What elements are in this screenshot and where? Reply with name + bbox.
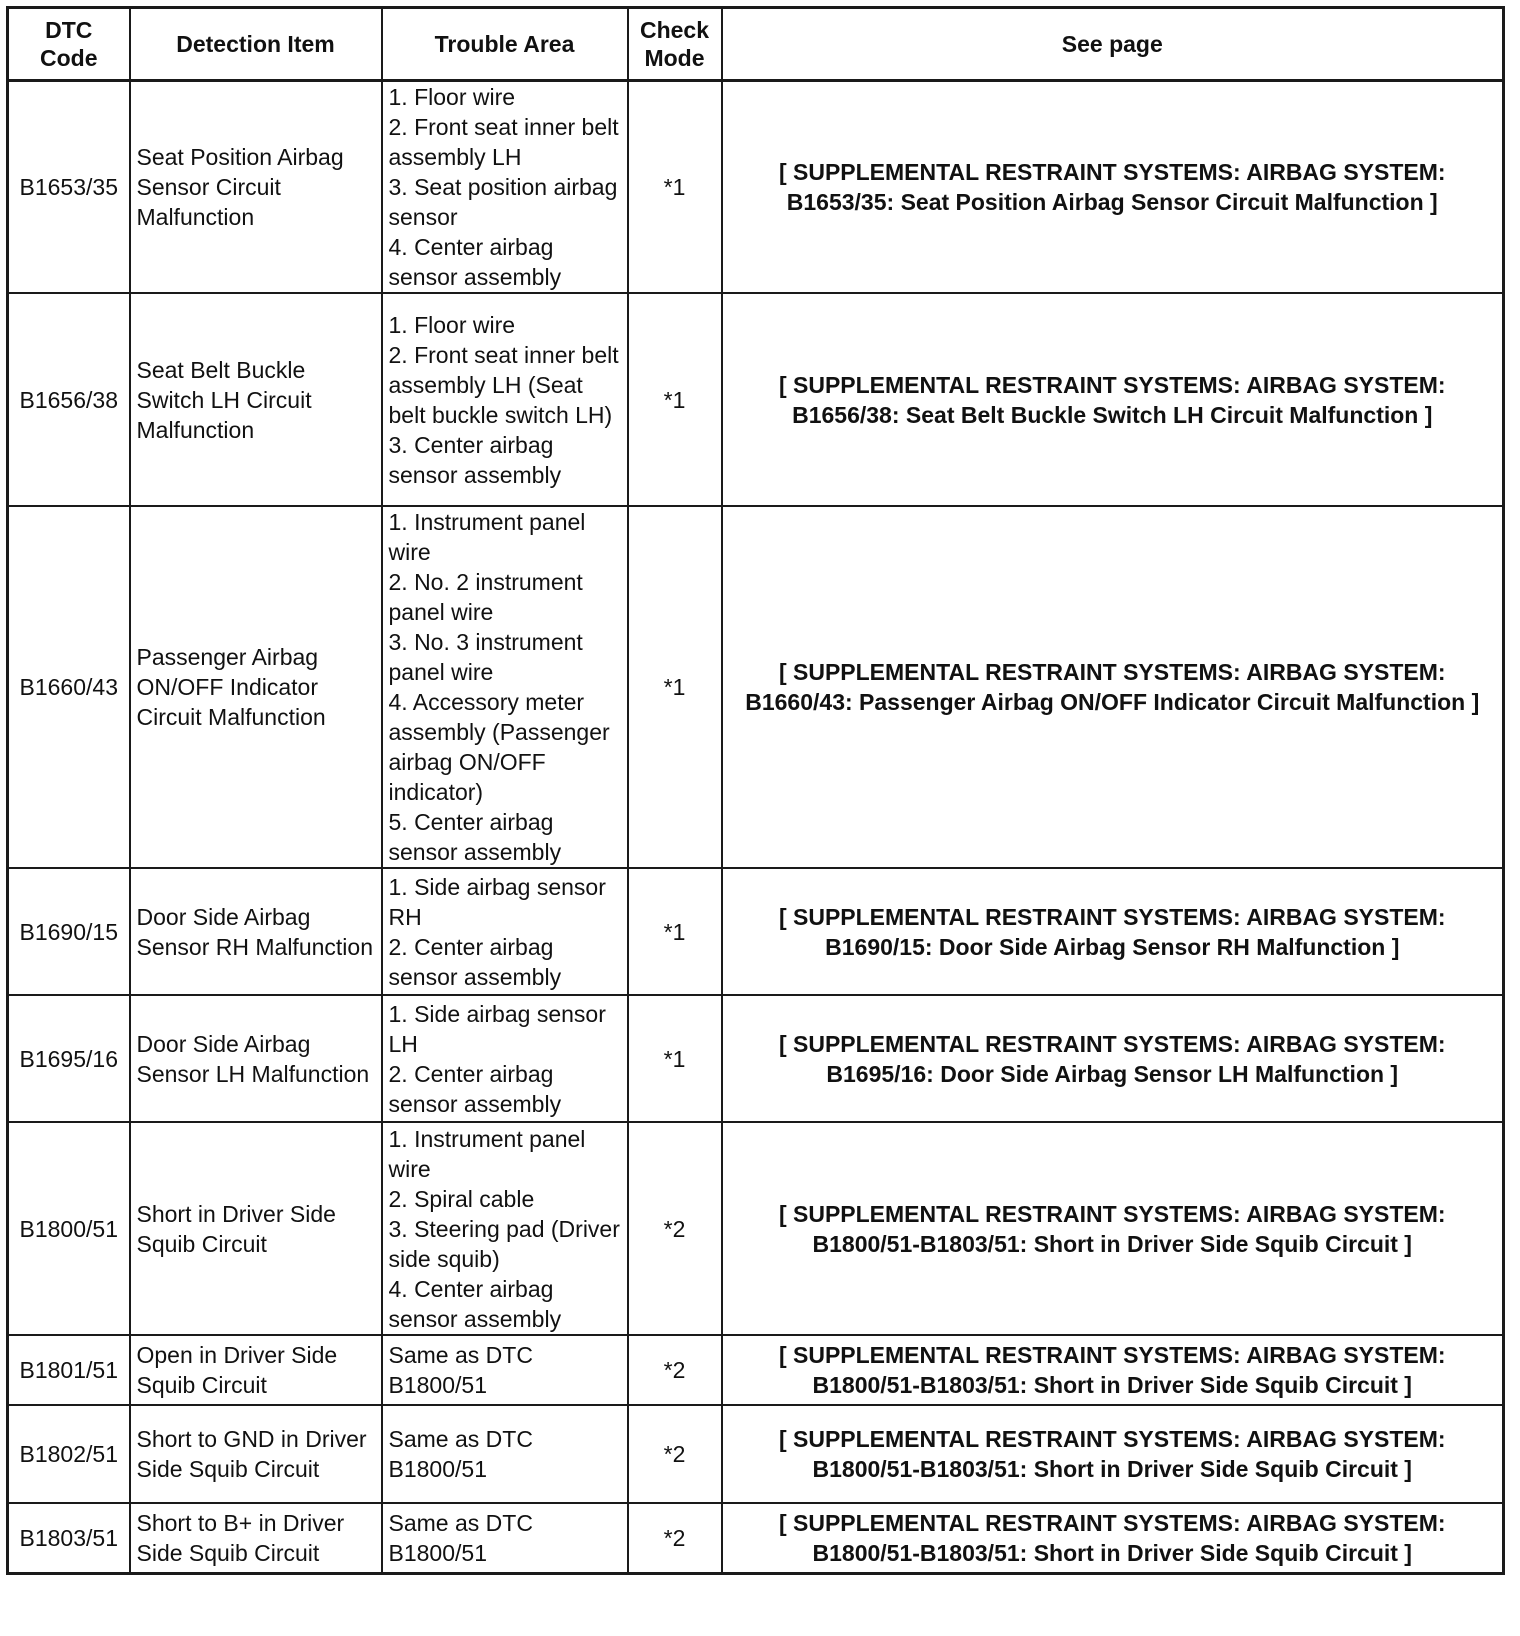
trouble-area-item: 1. Floor wire — [388, 84, 516, 110]
detection-item-cell: Passenger Airbag ON/OFF Indicator Circuit Malfunction — [130, 506, 382, 868]
check-mode-cell: *1 — [628, 995, 722, 1122]
trouble-area-cell — [382, 81, 628, 294]
header-see-page: See page — [722, 8, 1504, 81]
trouble-area-cell — [382, 1122, 628, 1335]
trouble-area-cell — [382, 1335, 628, 1405]
trouble-area-cell — [382, 506, 628, 868]
trouble-area-item: 2. Center airbag sensor assembly — [388, 933, 562, 990]
dtc-code-cell: B1656/38 — [8, 293, 130, 506]
detection-item-cell: Seat Position Airbag Sensor Circuit Malfunction — [130, 81, 382, 294]
dtc-code-cell: B1690/15 — [8, 868, 130, 995]
detection-item-cell: Short to B+ in Driver Side Squib Circuit — [130, 1503, 382, 1573]
trouble-area-item: 4. Center airbag sensor assembly — [388, 1275, 562, 1332]
dtc-code-cell: B1803/51 — [8, 1503, 130, 1573]
see-page-cell: [ SUPPLEMENTAL RESTRAINT SYSTEMS: AIRBAG SYSTEM: B1800/51-B1803/51: Short in Driver Side Squib Circuit ] — [722, 1122, 1504, 1335]
check-mode-cell: *2 — [628, 1503, 722, 1573]
check-mode-cell: *2 — [628, 1405, 722, 1503]
dtc-code-cell: B1801/51 — [8, 1335, 130, 1405]
detection-item-cell: Door Side Airbag Sensor LH Malfunction — [130, 995, 382, 1122]
header-row — [8, 8, 1504, 81]
see-page-cell: [ SUPPLEMENTAL RESTRAINT SYSTEMS: AIRBAG SYSTEM: B1695/16: Door Side Airbag Sensor LH Malfunction ] — [722, 995, 1504, 1122]
trouble-area-cell — [382, 995, 628, 1122]
header-check-mode: Check Mode — [628, 8, 722, 81]
dtc-code-cell: B1800/51 — [8, 1122, 130, 1335]
dtc-table-container — [6, 6, 1505, 1575]
trouble-area-item: 1. Floor wire — [388, 311, 516, 338]
dtc-code-cell: B1802/51 — [8, 1405, 130, 1503]
check-mode-cell: *1 — [628, 506, 722, 868]
detection-item-cell: Short to GND in Driver Side Squib Circuit — [130, 1405, 382, 1503]
detection-item-cell: Door Side Airbag Sensor RH Malfunction — [130, 868, 382, 995]
check-mode-cell: *2 — [628, 1122, 722, 1335]
trouble-area-item: Same as DTC B1800/51 — [388, 1509, 533, 1566]
table-row — [8, 506, 1504, 868]
table-row — [8, 1122, 1504, 1335]
trouble-area-item: 3. Seat position airbag sensor — [388, 174, 618, 230]
see-page-cell: [ SUPPLEMENTAL RESTRAINT SYSTEMS: AIRBAG SYSTEM: B1653/35: Seat Position Airbag Sensor Circuit Malfunction ] — [722, 81, 1504, 294]
trouble-area-cell — [382, 1503, 628, 1573]
dtc-table — [6, 6, 1505, 1575]
trouble-area-item: 2. Spiral cable — [388, 1185, 535, 1212]
check-mode-cell: *1 — [628, 293, 722, 506]
table-row — [8, 868, 1504, 995]
see-page-cell: [ SUPPLEMENTAL RESTRAINT SYSTEMS: AIRBAG SYSTEM: B1660/43: Passenger Airbag ON/OFF Indicator Circuit Malfunction ] — [722, 506, 1504, 868]
table-row — [8, 1335, 1504, 1405]
header-detection-item: Detection Item — [130, 8, 382, 81]
trouble-area-item: 1. Side airbag sensor LH — [388, 1000, 606, 1057]
dtc-code-cell: B1653/35 — [8, 81, 130, 294]
see-page-cell: [ SUPPLEMENTAL RESTRAINT SYSTEMS: AIRBAG SYSTEM: B1800/51-B1803/51: Short in Driver Side Squib Circuit ] — [722, 1503, 1504, 1573]
trouble-area-item: 2. Front seat inner belt assembly LH (Seat belt buckle switch LH) — [388, 341, 619, 428]
see-page-cell: [ SUPPLEMENTAL RESTRAINT SYSTEMS: AIRBAG SYSTEM: B1656/38: Seat Belt Buckle Switch LH Circuit Malfunction ] — [722, 293, 1504, 506]
trouble-area-item: 4. Accessory meter assembly (Passenger airbag ON/OFF indicator) — [388, 689, 610, 805]
trouble-area-item: 3. Center airbag sensor assembly — [388, 431, 562, 488]
trouble-area-item: 1. Side airbag sensor RH — [388, 873, 606, 930]
trouble-area-item: 1. Instrument panel wire — [388, 1125, 586, 1182]
detection-item-cell: Seat Belt Buckle Switch LH Circuit Malfunction — [130, 293, 382, 506]
trouble-area-item: 2. Front seat inner belt assembly LH — [388, 114, 619, 170]
header-trouble-area: Trouble Area — [382, 8, 628, 81]
dtc-code-cell: B1695/16 — [8, 995, 130, 1122]
see-page-cell: [ SUPPLEMENTAL RESTRAINT SYSTEMS: AIRBAG SYSTEM: B1690/15: Door Side Airbag Sensor RH Malfunction ] — [722, 868, 1504, 995]
see-page-cell: [ SUPPLEMENTAL RESTRAINT SYSTEMS: AIRBAG SYSTEM: B1800/51-B1803/51: Short in Driver Side Squib Circuit ] — [722, 1335, 1504, 1405]
trouble-area-cell — [382, 1405, 628, 1503]
trouble-area-item: 3. No. 3 instrument panel wire — [388, 629, 583, 685]
check-mode-cell: *1 — [628, 81, 722, 294]
trouble-area-item: Same as DTC B1800/51 — [388, 1342, 533, 1398]
table-row — [8, 1405, 1504, 1503]
trouble-area-item: Same as DTC B1800/51 — [388, 1426, 533, 1482]
trouble-area-item: 2. Center airbag sensor assembly — [388, 1060, 562, 1117]
table-row — [8, 81, 1504, 294]
detection-item-cell: Short in Driver Side Squib Circuit — [130, 1122, 382, 1335]
trouble-area-item: 4. Center airbag sensor assembly — [388, 234, 562, 290]
table-row — [8, 293, 1504, 506]
detection-item-cell: Open in Driver Side Squib Circuit — [130, 1335, 382, 1405]
dtc-code-cell: B1660/43 — [8, 506, 130, 868]
trouble-area-cell — [382, 293, 628, 506]
trouble-area-item: 3. Steering pad (Driver side squib) — [388, 1215, 620, 1272]
trouble-area-item: 2. No. 2 instrument panel wire — [388, 569, 583, 625]
trouble-area-item: 1. Instrument panel wire — [388, 509, 586, 565]
check-mode-cell: *2 — [628, 1335, 722, 1405]
trouble-area-item: 5. Center airbag sensor assembly — [388, 809, 562, 865]
see-page-cell: [ SUPPLEMENTAL RESTRAINT SYSTEMS: AIRBAG SYSTEM: B1800/51-B1803/51: Short in Driver Side Squib Circuit ] — [722, 1405, 1504, 1503]
header-dtc-code: DTC Code — [8, 8, 130, 81]
check-mode-cell: *1 — [628, 868, 722, 995]
trouble-area-cell — [382, 868, 628, 995]
table-row — [8, 995, 1504, 1122]
table-row — [8, 1503, 1504, 1573]
